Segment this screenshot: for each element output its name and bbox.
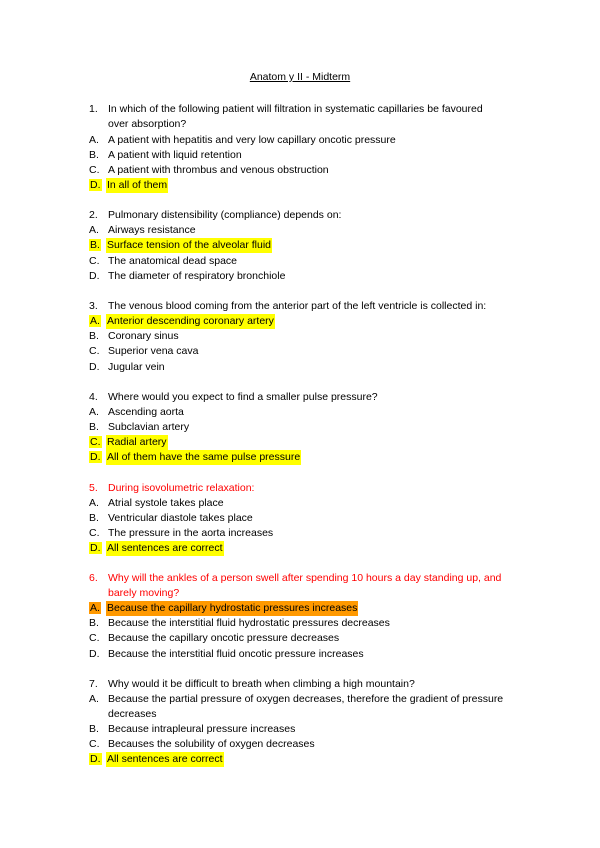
question-number: 2. [89,209,98,221]
question-number: 1. [89,103,98,115]
question-text: Where would you expect to find a smaller pulse pressure? [108,391,378,403]
question-number: 6. [89,572,98,584]
question-number: 5. [89,482,98,494]
question-number: 3. [89,300,98,312]
question-text: Pulmonary distensibility (compliance) depends on: [108,209,342,221]
question-text: Why will the ankles of a person swell after spending 10 hours a day standing up, and [108,572,502,584]
question-text: The venous blood coming from the anterior part of the left ventricle is collected in: [108,300,487,312]
question-text: Why would it be difficult to breath when climbing a high mountain? [108,678,415,690]
question-text: During isovolumetric relaxation: [108,482,255,494]
question-text: over absorption? [108,118,187,130]
question-number: 4. [89,391,98,403]
question-number: 7. [89,678,98,690]
question-text: In which of the following patient will filtration in systematic capillaries be favoured [108,103,483,115]
page-title: Anatom y II - Midterm [249,71,351,83]
question-text: barely moving? [108,587,180,599]
document-page: Anatom y II - Midterm 1. In which of the following patient will filtration in systematic capillaries be favoured over absorption? A. A patient with hepatitis and very low capillary oncotic pressure B. A patient with liquid retention C. A patient with thrombus and venous obstruction D. In all of them 2. Pulmonary distensibility (compliance) depends on: A. Airways resistance B. Surface tension of the alveolar fluid C. The anatomical dead space D. The diameter of respiratory bronchiole 3. The venous blood coming from the anterior part of the left ventricle is collected in: A. Anterior descending coronary artery B. Coronary sinus C. Superior vena cava D. Jugular vein 4. Where would you expect to find a smaller pulse pressure? A. Ascending aorta B. Subclavian artery C. Radial artery D. All of them have the same pulse pressure 5. During isovolumetric relaxation: A. Atrial systole takes place B. Ventricular diastole takes place C. The pressure in the aorta increases D. All sentences are correct 6. Why will the ankles of a person swell after spending 10 hours a day standing up, and barely moving? A. Because the capillary hydrostatic pressures increases B. Because the interstitial fluid hydrostatic pressures decreases C. Because the capillary oncotic pressure decreases D. Because the interstitial fluid oncotic pressure increases 7. Why would it be difficult to breath when climbing a high mountain? A. Because the partial pressure of oxygen decreases, therefore the gradient of pressure decreases B. Because intrapleural pressure increases C. Becauses the solubility of oxygen decreases D. All sentences are correct [0,0,600,848]
